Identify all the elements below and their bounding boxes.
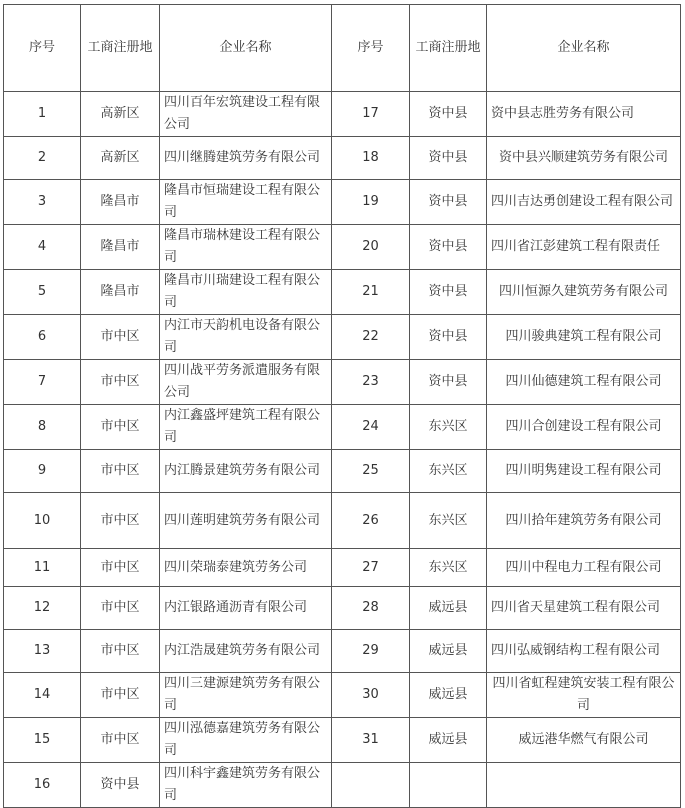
row-location: 资中县 xyxy=(410,225,487,270)
table-row xyxy=(4,630,681,673)
table-row xyxy=(4,180,681,225)
row-location: 高新区 xyxy=(81,92,160,137)
row-company-name: 资中县兴顺建筑劳务有限公司 xyxy=(487,137,681,180)
row-location: 市中区 xyxy=(81,718,160,763)
row-company-name: 四川合创建设工程有限公司 xyxy=(487,405,681,450)
header-location: 工商注册地 xyxy=(410,5,487,92)
row-location: 东兴区 xyxy=(410,405,487,450)
table-row xyxy=(4,270,681,315)
row-index: 2 xyxy=(4,137,81,180)
row-location: 市中区 xyxy=(81,315,160,360)
row-company-name: 内江市天韵机电设备有限公司 xyxy=(160,315,332,360)
row-company-name: 四川骏典建筑工程有限公司 xyxy=(487,315,681,360)
row-company-name: 四川莲明建筑劳务有限公司 xyxy=(160,493,332,549)
row-company-name: 内江腾景建筑劳务有限公司 xyxy=(160,450,332,493)
row-index: 29 xyxy=(332,630,410,673)
table-row xyxy=(4,549,681,587)
row-index: 8 xyxy=(4,405,81,450)
row-location: 隆昌市 xyxy=(81,225,160,270)
row-index: 12 xyxy=(4,587,81,630)
row-company-name: 隆昌市恒瑞建设工程有限公司 xyxy=(160,180,332,225)
row-location: 市中区 xyxy=(81,673,160,718)
row-company-name: 内江浩晟建筑劳务有限公司 xyxy=(160,630,332,673)
row-index: 30 xyxy=(332,673,410,718)
table-row xyxy=(4,450,681,493)
table-row xyxy=(4,763,681,808)
row-company-name: 四川荣瑞泰建筑劳务公司 xyxy=(160,549,332,587)
row-location: 威远县 xyxy=(410,587,487,630)
row-index: 19 xyxy=(332,180,410,225)
table-body xyxy=(4,92,681,808)
row-location: 市中区 xyxy=(81,630,160,673)
row-index: 3 xyxy=(4,180,81,225)
row-location: 东兴区 xyxy=(410,450,487,493)
row-index: 25 xyxy=(332,450,410,493)
table-row xyxy=(4,360,681,405)
row-company-name: 内江鑫盛坪建筑工程有限公司 xyxy=(160,405,332,450)
row-location: 资中县 xyxy=(410,270,487,315)
row-location: 资中县 xyxy=(410,137,487,180)
header-company-name: 企业名称 xyxy=(487,5,681,92)
table-row xyxy=(4,137,681,180)
row-index: 4 xyxy=(4,225,81,270)
row-index: 31 xyxy=(332,718,410,763)
row-location: 威远县 xyxy=(410,630,487,673)
header-location: 工商注册地 xyxy=(81,5,160,92)
table-row xyxy=(4,315,681,360)
row-index: 28 xyxy=(332,587,410,630)
row-location: 威远县 xyxy=(410,673,487,718)
row-index: 20 xyxy=(332,225,410,270)
row-company-name: 四川省天星建筑工程有限公司 xyxy=(487,587,681,630)
table-row xyxy=(4,587,681,630)
row-company-name: 四川泓德嘉建筑劳务有限公司 xyxy=(160,718,332,763)
row-index: 22 xyxy=(332,315,410,360)
row-location: 市中区 xyxy=(81,405,160,450)
row-location: 资中县 xyxy=(410,315,487,360)
row-index: 14 xyxy=(4,673,81,718)
row-location: 市中区 xyxy=(81,360,160,405)
table-row xyxy=(4,405,681,450)
row-company-name: 四川明隽建设工程有限公司 xyxy=(487,450,681,493)
row-company-name: 四川拾年建筑劳务有限公司 xyxy=(487,493,681,549)
row-index: 1 xyxy=(4,92,81,137)
row-company-name: 四川科宇鑫建筑劳务有限公司 xyxy=(160,763,332,808)
row-index: 6 xyxy=(4,315,81,360)
table-row xyxy=(4,673,681,718)
row-location xyxy=(410,763,487,808)
row-company-name: 四川百年宏筑建设工程有限公司 xyxy=(160,92,332,137)
row-company-name: 隆昌市瑞林建设工程有限公司 xyxy=(160,225,332,270)
row-index: 18 xyxy=(332,137,410,180)
row-location: 东兴区 xyxy=(410,493,487,549)
row-location: 隆昌市 xyxy=(81,270,160,315)
row-index: 24 xyxy=(332,405,410,450)
row-index: 15 xyxy=(4,718,81,763)
row-location: 市中区 xyxy=(81,493,160,549)
row-company-name: 威远港华燃气有限公司 xyxy=(487,718,681,763)
row-index: 26 xyxy=(332,493,410,549)
row-index: 10 xyxy=(4,493,81,549)
row-location: 威远县 xyxy=(410,718,487,763)
row-location: 市中区 xyxy=(81,450,160,493)
row-location: 资中县 xyxy=(410,180,487,225)
row-index: 16 xyxy=(4,763,81,808)
row-location: 市中区 xyxy=(81,549,160,587)
table-row xyxy=(4,225,681,270)
row-company-name: 四川吉达勇创建设工程有限公司 xyxy=(487,180,681,225)
row-location: 资中县 xyxy=(410,92,487,137)
row-location: 高新区 xyxy=(81,137,160,180)
row-company-name: 四川省虹程建筑安装工程有限公司 xyxy=(487,673,681,718)
row-company-name xyxy=(487,763,681,808)
row-company-name: 四川中程电力工程有限公司 xyxy=(487,549,681,587)
row-location: 隆昌市 xyxy=(81,180,160,225)
row-index: 27 xyxy=(332,549,410,587)
row-index: 9 xyxy=(4,450,81,493)
row-company-name: 四川继腾建筑劳务有限公司 xyxy=(160,137,332,180)
row-location: 资中县 xyxy=(81,763,160,808)
enterprise-table xyxy=(3,4,681,808)
row-location: 资中县 xyxy=(410,360,487,405)
row-index: 5 xyxy=(4,270,81,315)
row-company-name: 四川恒源久建筑劳务有限公司 xyxy=(487,270,681,315)
table-row xyxy=(4,493,681,549)
row-index: 17 xyxy=(332,92,410,137)
header-index: 序号 xyxy=(332,5,410,92)
header-company-name: 企业名称 xyxy=(160,5,332,92)
row-company-name: 资中县志胜劳务有限公司 xyxy=(487,92,681,137)
row-location: 东兴区 xyxy=(410,549,487,587)
row-company-name: 四川仙德建筑工程有限公司 xyxy=(487,360,681,405)
row-index: 21 xyxy=(332,270,410,315)
table-row xyxy=(4,92,681,137)
header-index: 序号 xyxy=(4,5,81,92)
row-company-name: 四川弘威钢结构工程有限公司 xyxy=(487,630,681,673)
row-index xyxy=(332,763,410,808)
row-index: 23 xyxy=(332,360,410,405)
row-index: 13 xyxy=(4,630,81,673)
table-row xyxy=(4,718,681,763)
row-company-name: 四川三建源建筑劳务有限公司 xyxy=(160,673,332,718)
row-company-name: 隆昌市川瑞建设工程有限公司 xyxy=(160,270,332,315)
table-header-row xyxy=(4,5,681,92)
row-index: 11 xyxy=(4,549,81,587)
row-company-name: 四川省江彭建筑工程有限责任 xyxy=(487,225,681,270)
row-index: 7 xyxy=(4,360,81,405)
row-company-name: 内江银路通沥青有限公司 xyxy=(160,587,332,630)
row-company-name: 四川战平劳务派遣服务有限公司 xyxy=(160,360,332,405)
row-location: 市中区 xyxy=(81,587,160,630)
